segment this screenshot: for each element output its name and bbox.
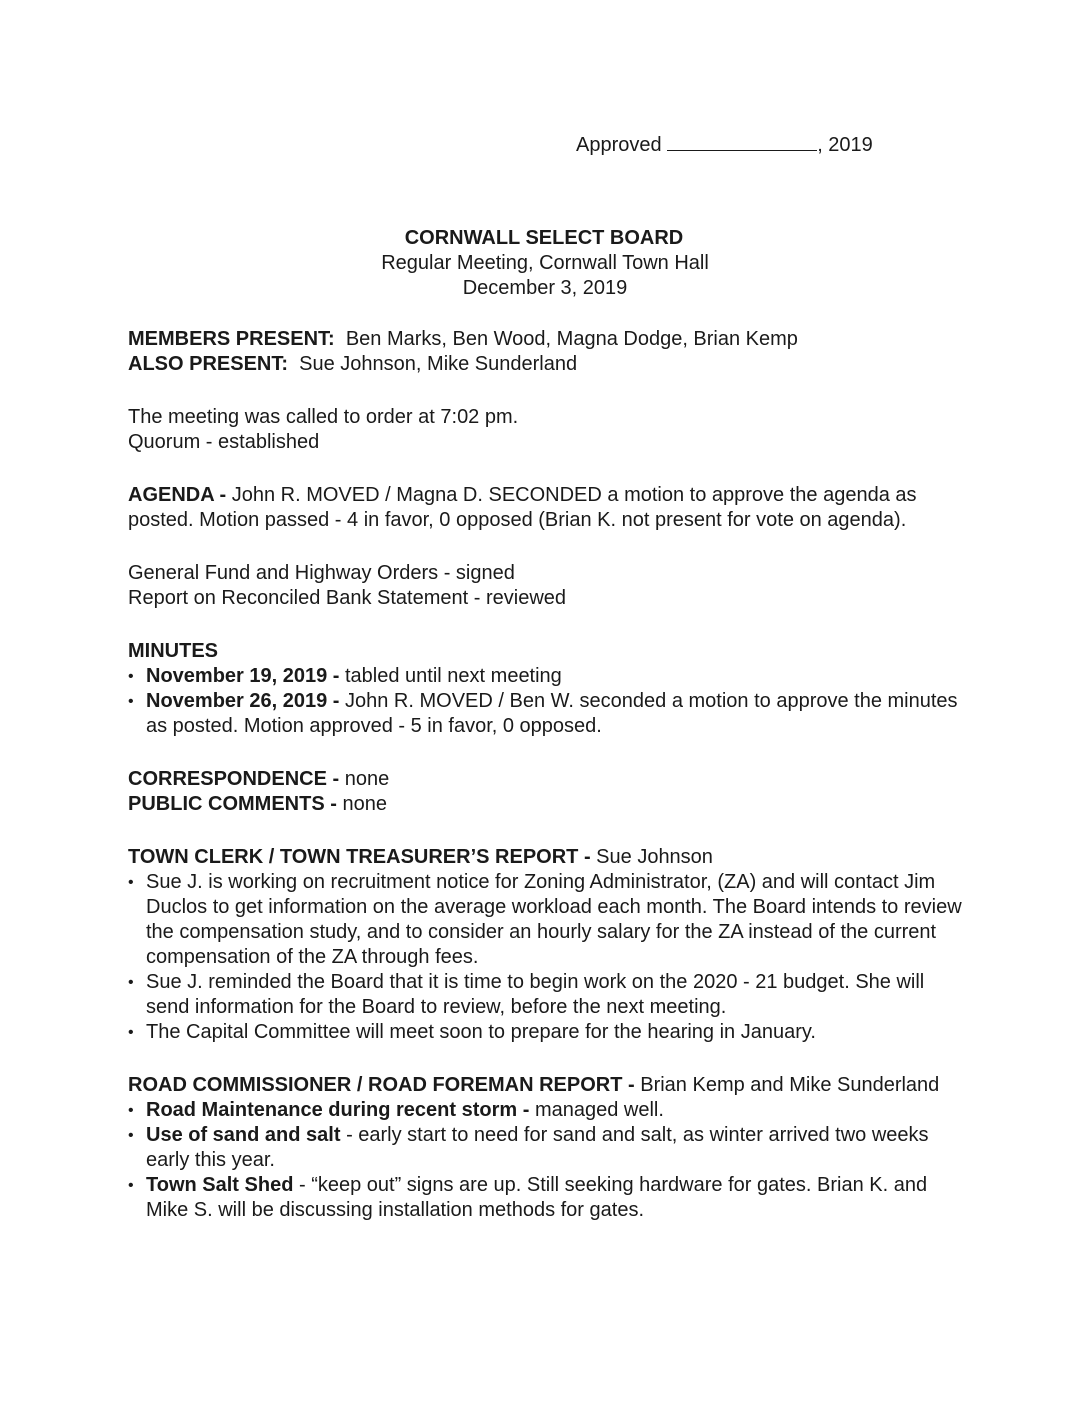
clerk-report-item: The Capital Committee will meet soon to prepare for the hearing in January. xyxy=(146,1021,816,1043)
meeting-subtitle: Regular Meeting, Cornwall Town Hall xyxy=(381,252,709,274)
members-present xyxy=(128,327,968,352)
public-comments-text: none xyxy=(342,793,387,815)
agenda-label: AGENDA - xyxy=(128,484,227,506)
road-report-label: ROAD COMMISSIONER / ROAD FOREMAN REPORT - xyxy=(128,1074,635,1096)
quorum: Quorum - established xyxy=(128,431,320,453)
document-title: CORNWALL SELECT BOARD xyxy=(404,227,684,249)
road-item-label: Town Salt Shed xyxy=(146,1174,294,1196)
list-item xyxy=(128,664,968,689)
road-report-presenter: Brian Kemp and Mike Sunderland xyxy=(640,1074,940,1096)
road-item-text: - early start to need for sand and salt, as winter arrived two weeks early this year. xyxy=(146,1124,929,1171)
public-comments xyxy=(128,792,968,817)
road-report-list xyxy=(128,1098,968,1223)
road-item-text: - “keep out” signs are up. Still seeking hardware for gates. Brian K. and Mike S. will be discussing installation methods for gates. xyxy=(146,1174,928,1221)
minutes-item-text: John R. MOVED / Ben W. seconded a motion to approve the minutes as posted. Motion approved - 5 in favor, 0 opposed. xyxy=(146,690,958,737)
also-present xyxy=(128,352,968,377)
approval-date-blank xyxy=(667,134,817,151)
approved-label: Approved xyxy=(576,134,662,156)
list-item xyxy=(128,1020,968,1045)
bullet-icon: • xyxy=(128,693,134,710)
road-report-heading xyxy=(128,1073,968,1098)
minutes-item-label: November 26, 2019 - xyxy=(146,690,340,712)
road-item-label: Use of sand and salt xyxy=(146,1124,341,1146)
agenda-text: John R. MOVED / Magna D. SECONDED a motion to approve the agenda as posted. Motion passed - 4 in favor, 0 opposed (Brian K. not present for vote on agenda). xyxy=(128,484,917,531)
also-present-names: Sue Johnson, Mike Sunderland xyxy=(299,353,578,375)
clerk-report-presenter: Sue Johnson xyxy=(596,846,713,868)
list-item xyxy=(128,1098,968,1123)
list-item xyxy=(128,689,968,739)
also-present-label: ALSO PRESENT: xyxy=(128,353,289,375)
minutes-item-text: tabled until next meeting xyxy=(345,665,562,687)
approval-line xyxy=(576,133,873,158)
call-to-order: The meeting was called to order at 7:02 pm. xyxy=(128,406,519,428)
orders-line: General Fund and Highway Orders - signed xyxy=(128,562,515,584)
minutes-heading: MINUTES xyxy=(128,640,218,662)
clerk-report-item: Sue J. is working on recruitment notice for Zoning Administrator, (ZA) and will contact Jim Duclos to get information on the average workload each month. The Board intends to review the compensation study, and to consider an hourly salary for the ZA instead of the current compensation of the ZA through fees. xyxy=(146,871,962,968)
correspondence-label: CORRESPONDENCE - xyxy=(128,768,340,790)
list-item xyxy=(128,1123,968,1173)
correspondence xyxy=(128,767,968,792)
road-item-text: managed well. xyxy=(534,1099,664,1121)
clerk-report-list xyxy=(128,870,968,1045)
bullet-icon: • xyxy=(128,1177,134,1194)
bullet-icon: • xyxy=(128,1024,134,1041)
bank-statement-line: Report on Reconciled Bank Statement - reviewed xyxy=(128,587,567,609)
meeting-date: December 3, 2019 xyxy=(462,277,628,299)
members-present-label: MEMBERS PRESENT: xyxy=(128,328,335,350)
clerk-report-item: Sue J. reminded the Board that it is time to begin work on the 2020 - 21 budget. She will send information for the Board to review, before the next meeting. xyxy=(146,971,925,1018)
public-comments-label: PUBLIC COMMENTS - xyxy=(128,793,337,815)
list-item xyxy=(128,1173,968,1223)
document-header xyxy=(0,226,1088,301)
approved-year: , 2019 xyxy=(817,134,873,156)
clerk-report-heading xyxy=(128,845,968,870)
minutes-item-label: November 19, 2019 - xyxy=(146,665,340,687)
road-item-label: Road Maintenance during recent storm - xyxy=(146,1099,530,1121)
bullet-icon: • xyxy=(128,1127,134,1144)
minutes-list xyxy=(128,664,968,739)
document-body xyxy=(128,327,968,1223)
bullet-icon: • xyxy=(128,1102,134,1119)
agenda-section xyxy=(128,483,968,533)
list-item xyxy=(128,970,968,1020)
bullet-icon: • xyxy=(128,668,134,685)
members-present-names: Ben Marks, Ben Wood, Magna Dodge, Brian Kemp xyxy=(345,328,798,350)
clerk-report-label: TOWN CLERK / TOWN TREASURER’S REPORT - xyxy=(128,846,591,868)
bullet-icon: • xyxy=(128,874,134,891)
bullet-icon: • xyxy=(128,974,134,991)
list-item xyxy=(128,870,968,970)
correspondence-text: none xyxy=(344,768,390,790)
